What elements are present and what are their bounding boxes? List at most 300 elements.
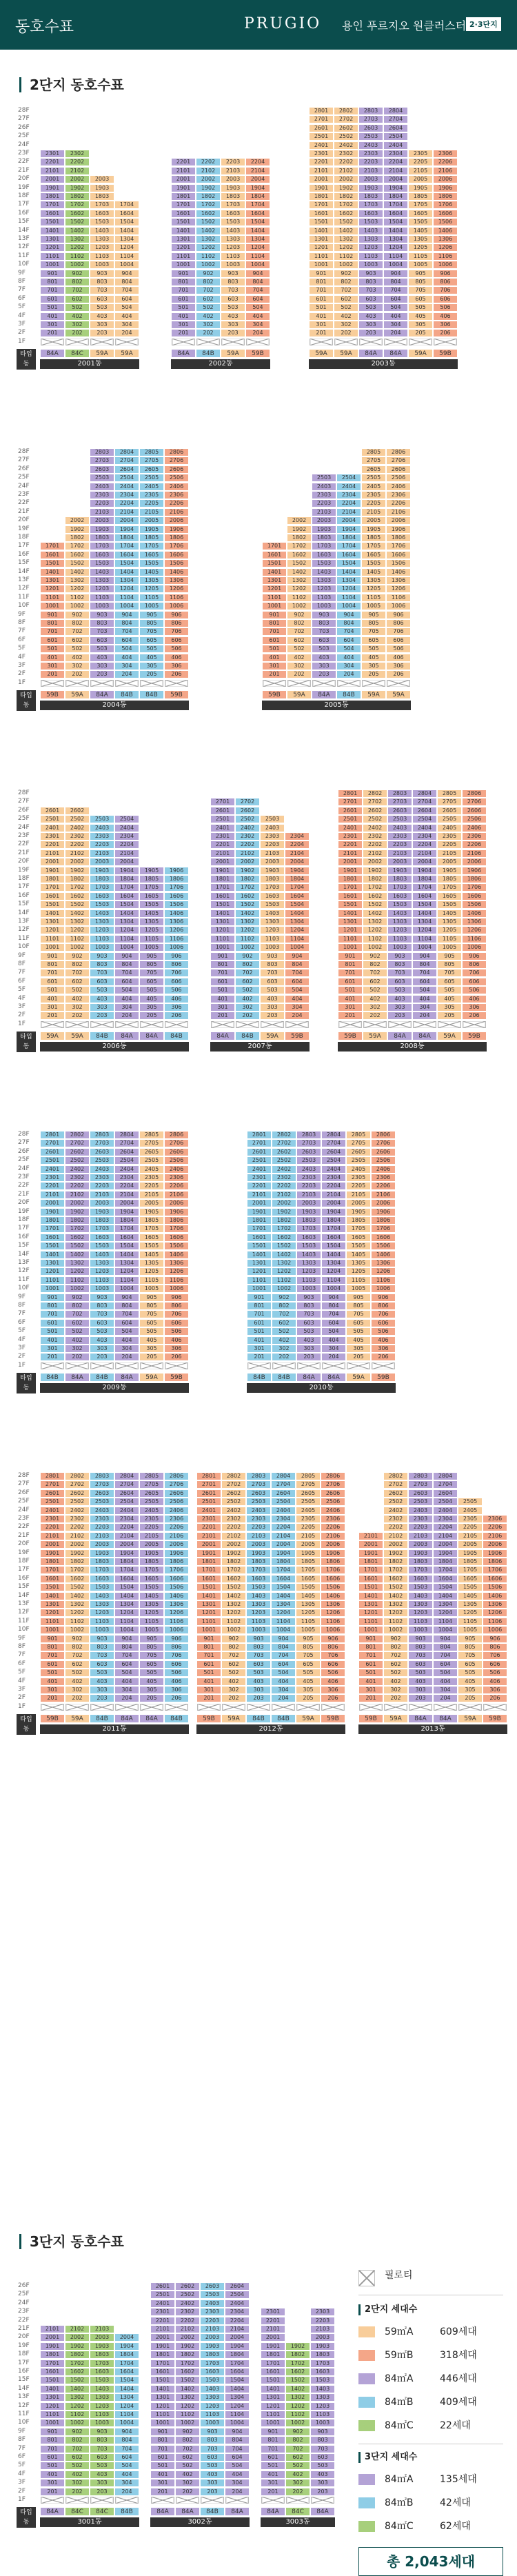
unit-cell: 1902 (285, 2342, 310, 2351)
unit-cell: 1802 (65, 1558, 90, 1566)
unit-cell: 1802 (65, 534, 90, 542)
unit-cell: 1701 (247, 1225, 272, 1233)
unit-cell: 704 (245, 286, 270, 294)
unit-cell: 804 (114, 2436, 139, 2444)
unit-cell: 1703 (90, 883, 114, 892)
unit-cell: 1603 (90, 1234, 114, 1242)
floor-label: 2F (18, 329, 26, 336)
unit-cell: 806 (164, 1302, 189, 1310)
unit-cell: 2702 (235, 798, 260, 806)
unit-cell: 1604 (114, 551, 139, 559)
unit-cell: 801 (261, 2436, 285, 2444)
unit-cell: 1804 (114, 1216, 139, 1225)
unit-cell: 1901 (261, 2342, 285, 2351)
floor-label: 15F (18, 900, 30, 908)
unit-cell: 805 (296, 1643, 321, 1651)
unit-cell: 203 (221, 329, 245, 337)
unit-cell: 2404 (114, 1165, 139, 1174)
piloti-cell (262, 679, 287, 687)
legend-c2-title: 2단지 세대수 (358, 2304, 417, 2315)
unit-cell: 303 (90, 662, 114, 670)
unit-cell: 404 (336, 654, 361, 662)
unit-cell: 603 (296, 1319, 321, 1327)
unit-cell: 2806 (164, 1472, 189, 1480)
unit-cell: 2101 (261, 2325, 285, 2333)
floor-label: 5F (18, 986, 26, 994)
unit-cell: 701 (261, 2445, 285, 2453)
unit-cell: 205 (408, 329, 433, 337)
unit-cell: 2506 (462, 815, 487, 823)
unit-cell: 604 (245, 295, 270, 303)
unit-cell: 505 (139, 1669, 164, 1677)
unit-cell: 905 (139, 1294, 164, 1302)
unit-cell: 1503 (90, 218, 114, 226)
unit-cell: 1203 (90, 1267, 114, 1276)
unit-cell: 2804 (271, 1472, 296, 1480)
unit-cell: 804 (225, 2436, 250, 2444)
piloti-swatch-icon (358, 2270, 375, 2281)
unit-cell: 1803 (221, 192, 245, 201)
piloti-cell (312, 679, 336, 687)
unit-cell: 303 (90, 1003, 114, 1012)
unit-cell: 1504 (225, 2376, 250, 2384)
unit-cell: 2406 (164, 1507, 189, 1515)
unit-cell: 1405 (458, 1592, 483, 1600)
unit-cell: 2001 (309, 175, 334, 183)
unit-cell: 1001 (40, 602, 65, 610)
unit-cell: 1203 (246, 1609, 271, 1617)
unit-cell: 2104 (225, 2325, 250, 2333)
unit-cell: 1502 (383, 1583, 408, 1591)
unit-cell: 1104 (336, 594, 361, 602)
unit-cell: 703 (90, 286, 114, 294)
unit-cell: 2704 (271, 1480, 296, 1489)
unit-cell: 1501 (40, 1242, 65, 1250)
unit-cell: 2502 (383, 1498, 408, 1506)
unit-cell: 2401 (338, 824, 363, 832)
unit-cell: 1103 (260, 935, 285, 943)
piloti-cell (114, 2496, 139, 2504)
unit-cell: 1601 (150, 2368, 175, 2376)
unit-cell: 2005 (139, 1199, 164, 1207)
unit-cell: 1404 (383, 227, 408, 235)
unit-cell: 2304 (114, 1174, 139, 1182)
unit-cell: 603 (90, 2453, 114, 2462)
piloti-cell (310, 2496, 335, 2504)
unit-cell: 2502 (65, 815, 90, 823)
unit-cell: 702 (196, 286, 221, 294)
unit-cell: 1102 (65, 935, 90, 943)
unit-cell: 1903 (90, 2342, 114, 2351)
unit-cell: 602 (65, 295, 90, 303)
unit-cell: 2406 (386, 483, 411, 491)
unit-cell: 2103 (296, 1191, 321, 1199)
unit-cell: 2602 (175, 2282, 200, 2291)
unit-cell: 2805 (139, 448, 164, 456)
unit-cell: 405 (437, 995, 462, 1003)
unit-cell: 1604 (412, 892, 437, 900)
unit-cell: 1603 (90, 1575, 114, 1583)
unit-type-tag: 59B (285, 1032, 310, 1040)
unit-cell: 2003 (90, 2333, 114, 2342)
unit-cell: 303 (246, 1686, 271, 1694)
unit-cell: 2101 (150, 2325, 175, 2333)
unit-cell: 2201 (247, 1182, 272, 1190)
unit-cell: 2101 (171, 167, 196, 175)
unit-cell: 1603 (387, 892, 412, 900)
unit-cell: 1404 (114, 909, 139, 918)
unit-cell: 2102 (65, 1191, 90, 1199)
unit-cell: 401 (171, 312, 196, 321)
row-header (17, 349, 36, 370)
unit-cell: 2103 (90, 1532, 114, 1540)
floor-label: 10F (18, 602, 30, 610)
unit-cell: 1701 (210, 883, 235, 892)
unit-cell: 2003 (358, 175, 383, 183)
unit-cell: 604 (114, 978, 139, 986)
unit-cell: 904 (114, 611, 139, 619)
unit-cell: 1405 (139, 909, 164, 918)
unit-cell: 2302 (272, 1174, 296, 1182)
unit-cell: 2802 (65, 1472, 90, 1480)
unit-cell: 203 (200, 2488, 225, 2496)
unit-cell: 2602 (363, 807, 387, 815)
unit-cell: 1303 (90, 235, 114, 243)
unit-cell: 1903 (296, 1208, 321, 1216)
unit-cell: 1504 (285, 900, 310, 909)
unit-cell: 1303 (90, 918, 114, 926)
unit-cell: 2705 (139, 1480, 164, 1489)
unit-cell: 2605 (139, 1489, 164, 1498)
floor-label: 14F (18, 567, 30, 575)
unit-cell: 1805 (139, 1216, 164, 1225)
unit-cell: 701 (196, 1651, 221, 1660)
legend-row (358, 2519, 503, 2533)
unit-cell: 2303 (90, 491, 114, 499)
unit-cell: 2304 (271, 1515, 296, 1523)
unit-cell: 1402 (383, 1592, 408, 1600)
unit-cell: 1605 (346, 1234, 371, 1242)
unit-cell: 802 (65, 960, 90, 969)
unit-cell: 1002 (65, 1626, 90, 1634)
unit-cell: 1302 (65, 2393, 90, 2402)
unit-cell: 1003 (358, 261, 383, 269)
unit-cell: 1101 (40, 1276, 65, 1285)
unit-cell: 2001 (40, 858, 65, 866)
unit-cell: 1502 (285, 2376, 310, 2384)
unit-cell: 1606 (164, 551, 189, 559)
unit-type-tag: 84A (139, 1032, 164, 1040)
unit-cell: 801 (171, 278, 196, 286)
unit-type-tag: 84A (358, 349, 383, 358)
unit-cell: 701 (247, 1310, 272, 1318)
unit-cell: 1601 (40, 2368, 65, 2376)
piloti-cell (285, 1020, 310, 1029)
floor-label: 13F (18, 918, 30, 925)
unit-cell: 1502 (65, 900, 90, 909)
unit-cell: 1706 (371, 1225, 396, 1233)
unit-cell: 1001 (210, 943, 235, 952)
unit-cell: 1702 (383, 1566, 408, 1574)
unit-cell: 1403 (246, 1592, 271, 1600)
floor-label: 9F (18, 1293, 26, 1300)
unit-cell: 1601 (171, 210, 196, 218)
unit-cell: 2805 (346, 1131, 371, 1139)
unit-cell: 1603 (90, 892, 114, 900)
unit-cell: 1704 (321, 1225, 346, 1233)
unit-cell: 1602 (383, 1575, 408, 1583)
unit-cell: 2503 (312, 474, 336, 482)
unit-cell: 1703 (221, 201, 245, 209)
unit-cell: 2803 (358, 107, 383, 115)
type-swatch-icon (358, 2350, 375, 2361)
floor-label: 4F (18, 1336, 26, 1343)
unit-cell: 2503 (387, 815, 412, 823)
unit-cell: 1501 (358, 1583, 383, 1591)
type-row-label: 타입 (20, 1716, 32, 1724)
unit-cell: 1702 (65, 1225, 90, 1233)
section-title-complex3: 3단지 동호수표 (19, 2234, 124, 2249)
unit-cell: 2403 (312, 483, 336, 491)
floor-label: 7F (18, 1651, 26, 1659)
unit-cell: 1001 (150, 2419, 175, 2427)
unit-cell: 205 (139, 1694, 164, 1702)
unit-cell: 1501 (210, 900, 235, 909)
unit-cell: 1703 (310, 2359, 335, 2368)
unit-type-tag: 59A (458, 1714, 483, 1723)
unit-cell: 2601 (196, 1489, 221, 1498)
unit-cell: 602 (196, 295, 221, 303)
floor-label: 1F (18, 2496, 26, 2503)
unit-cell: 1901 (150, 2342, 175, 2351)
unit-cell: 304 (114, 1003, 139, 1012)
unit-cell: 503 (387, 986, 412, 994)
unit-cell: 2701 (338, 798, 363, 806)
unit-cell: 1604 (114, 1575, 139, 1583)
unit-cell: 1704 (336, 542, 361, 550)
unit-cell: 903 (90, 2428, 114, 2436)
unit-cell: 405 (346, 1336, 371, 1345)
unit-cell: 2602 (235, 807, 260, 815)
unit-cell: 601 (40, 1319, 65, 1327)
unit-cell: 1704 (433, 1566, 458, 1574)
unit-cell: 504 (321, 1327, 346, 1336)
unit-cell: 901 (196, 1635, 221, 1643)
unit-cell: 1105 (346, 1276, 371, 1285)
unit-cell: 2001 (40, 175, 65, 183)
piloti-cell (114, 1703, 139, 1711)
unit-cell: 2001 (196, 1540, 221, 1549)
unit-cell: 1803 (387, 875, 412, 883)
type-row-label: 타입 (20, 1034, 32, 1041)
unit-cell: 2802 (383, 1472, 408, 1480)
unit-cell: 1402 (285, 2385, 310, 2393)
unit-cell: 1004 (271, 1626, 296, 1634)
unit-cell: 801 (40, 619, 65, 627)
unit-cell: 2504 (114, 1498, 139, 1506)
piloti-cell (462, 1020, 487, 1029)
piloti-cell (433, 1703, 458, 1711)
unit-cell: 2202 (175, 2317, 200, 2325)
unit-cell: 603 (90, 636, 114, 645)
unit-cell: 905 (296, 1635, 321, 1643)
floor-label: 20F (18, 1199, 30, 1207)
piloti-cell (200, 2496, 225, 2504)
building-label: 2012동 (196, 1724, 345, 1734)
unit-cell: 1102 (65, 2411, 90, 2419)
unit-cell: 301 (196, 1686, 221, 1694)
unit-cell: 1802 (221, 1558, 246, 1566)
unit-cell: 1503 (408, 1583, 433, 1591)
unit-cell: 1301 (40, 1259, 65, 1267)
unit-cell: 1802 (235, 875, 260, 883)
unit-cell: 1402 (175, 2385, 200, 2393)
unit-cell: 401 (309, 312, 334, 321)
unit-cell: 2304 (114, 832, 139, 841)
floor-label: 13F (18, 576, 30, 583)
unit-cell: 601 (262, 636, 287, 645)
unit-cell: 1403 (312, 568, 336, 576)
piloti-cell (196, 338, 221, 346)
unit-cell: 1304 (433, 1600, 458, 1609)
unit-cell: 1903 (358, 184, 383, 192)
piloti-cell (387, 1020, 412, 1029)
unit-cell: 703 (260, 969, 285, 977)
unit-cell: 1106 (433, 252, 458, 261)
building-label: 2005동 (262, 701, 411, 710)
unit-cell: 202 (175, 2488, 200, 2496)
unit-cell: 704 (114, 2445, 139, 2453)
unit-cell: 2604 (114, 465, 139, 474)
unit-cell: 1404 (114, 2385, 139, 2393)
unit-cell: 201 (40, 1694, 65, 1702)
floor-label: 7F (18, 969, 26, 976)
unit-cell: 1506 (164, 900, 189, 909)
unit-cell: 1102 (65, 1618, 90, 1626)
unit-cell: 1603 (310, 2368, 335, 2376)
unit-cell: 1506 (386, 559, 411, 567)
unit-cell: 806 (321, 1643, 345, 1651)
unit-cell: 301 (338, 1003, 363, 1012)
unit-cell: 1602 (235, 892, 260, 900)
unit-cell: 1206 (386, 585, 411, 593)
unit-cell: 2803 (408, 1472, 433, 1480)
unit-cell: 601 (40, 2453, 65, 2462)
unit-cell: 1301 (40, 235, 65, 243)
unit-cell: 1706 (164, 883, 189, 892)
unit-cell: 205 (139, 670, 164, 678)
unit-cell: 203 (90, 1353, 114, 1361)
unit-cell: 2403 (90, 1507, 114, 1515)
unit-cell: 206 (433, 329, 458, 337)
unit-cell: 602 (363, 978, 387, 986)
unit-cell: 2305 (139, 1515, 164, 1523)
unit-cell: 2205 (139, 1182, 164, 1190)
unit-cell: 1103 (90, 594, 114, 602)
unit-cell: 206 (483, 1694, 507, 1702)
unit-cell: 203 (90, 1012, 114, 1020)
unit-cell: 2101 (40, 2325, 65, 2333)
unit-cell: 2001 (247, 1199, 272, 1207)
unit-cell: 1603 (296, 1234, 321, 1242)
unit-cell: 1402 (272, 1251, 296, 1259)
unit-cell: 1704 (114, 542, 139, 550)
unit-cell: 2402 (175, 2300, 200, 2308)
unit-cell: 1806 (371, 1216, 396, 1225)
unit-cell: 2103 (200, 2325, 225, 2333)
unit-cell: 505 (139, 986, 164, 994)
unit-cell: 703 (246, 1651, 271, 1660)
unit-cell: 1404 (271, 1592, 296, 1600)
unit-cell: 2104 (321, 1191, 346, 1199)
unit-cell: 1202 (65, 1609, 90, 1617)
unit-cell: 205 (346, 1353, 371, 1361)
unit-cell: 704 (433, 1651, 458, 1660)
unit-cell: 1404 (433, 1592, 458, 1600)
unit-cell: 1205 (139, 926, 164, 934)
floor-label: 15F (18, 2376, 30, 2384)
unit-cell: 2603 (296, 1148, 321, 1156)
unit-cell: 706 (483, 1651, 507, 1660)
unit-cell: 503 (221, 303, 245, 312)
unit-cell: 1605 (139, 551, 164, 559)
unit-cell: 2102 (235, 849, 260, 858)
unit-cell: 1203 (310, 2402, 335, 2411)
unit-cell: 501 (247, 1327, 272, 1336)
unit-cell: 1303 (260, 918, 285, 926)
floor-label: 17F (18, 201, 30, 208)
unit-cell: 1806 (164, 875, 189, 883)
unit-cell: 1901 (247, 1208, 272, 1216)
unit-cell: 902 (285, 2428, 310, 2436)
unit-cell: 501 (210, 986, 235, 994)
unit-cell: 2002 (235, 858, 260, 866)
unit-cell: 1203 (408, 1609, 433, 1617)
unit-cell: 603 (90, 295, 114, 303)
unit-cell: 202 (285, 2488, 310, 2496)
unit-cell: 406 (462, 995, 487, 1003)
unit-cell: 1803 (310, 2351, 335, 2359)
unit-cell: 1305 (408, 235, 433, 243)
unit-cell: 1404 (336, 568, 361, 576)
unit-cell: 2401 (40, 1165, 65, 1174)
unit-cell: 903 (221, 270, 245, 278)
unit-cell: 1402 (65, 1251, 90, 1259)
piloti-cell (40, 1703, 65, 1711)
unit-cell: 2104 (412, 849, 437, 858)
floor-label: 5F (18, 645, 26, 652)
piloti-cell (287, 679, 312, 687)
unit-cell: 1702 (334, 201, 358, 209)
unit-cell: 2202 (363, 841, 387, 849)
unit-cell: 1101 (338, 935, 363, 943)
unit-cell: 1004 (114, 943, 139, 952)
unit-cell: 701 (40, 969, 65, 977)
unit-cell: 706 (164, 1651, 189, 1660)
unit-cell: 601 (150, 2453, 175, 2462)
unit-cell: 302 (65, 662, 90, 670)
unit-cell: 2503 (260, 815, 285, 823)
floor-label: 6F (18, 636, 26, 643)
type-swatch-icon (358, 2326, 375, 2337)
unit-cell: 704 (225, 2445, 250, 2453)
unit-cell: 2003 (90, 1199, 114, 1207)
unit-cell: 1003 (90, 2419, 114, 2427)
floor-label: 3F (18, 2479, 26, 2486)
unit-cell: 1301 (247, 1259, 272, 1267)
unit-cell: 1902 (175, 2342, 200, 2351)
unit-cell: 603 (200, 2453, 225, 2462)
